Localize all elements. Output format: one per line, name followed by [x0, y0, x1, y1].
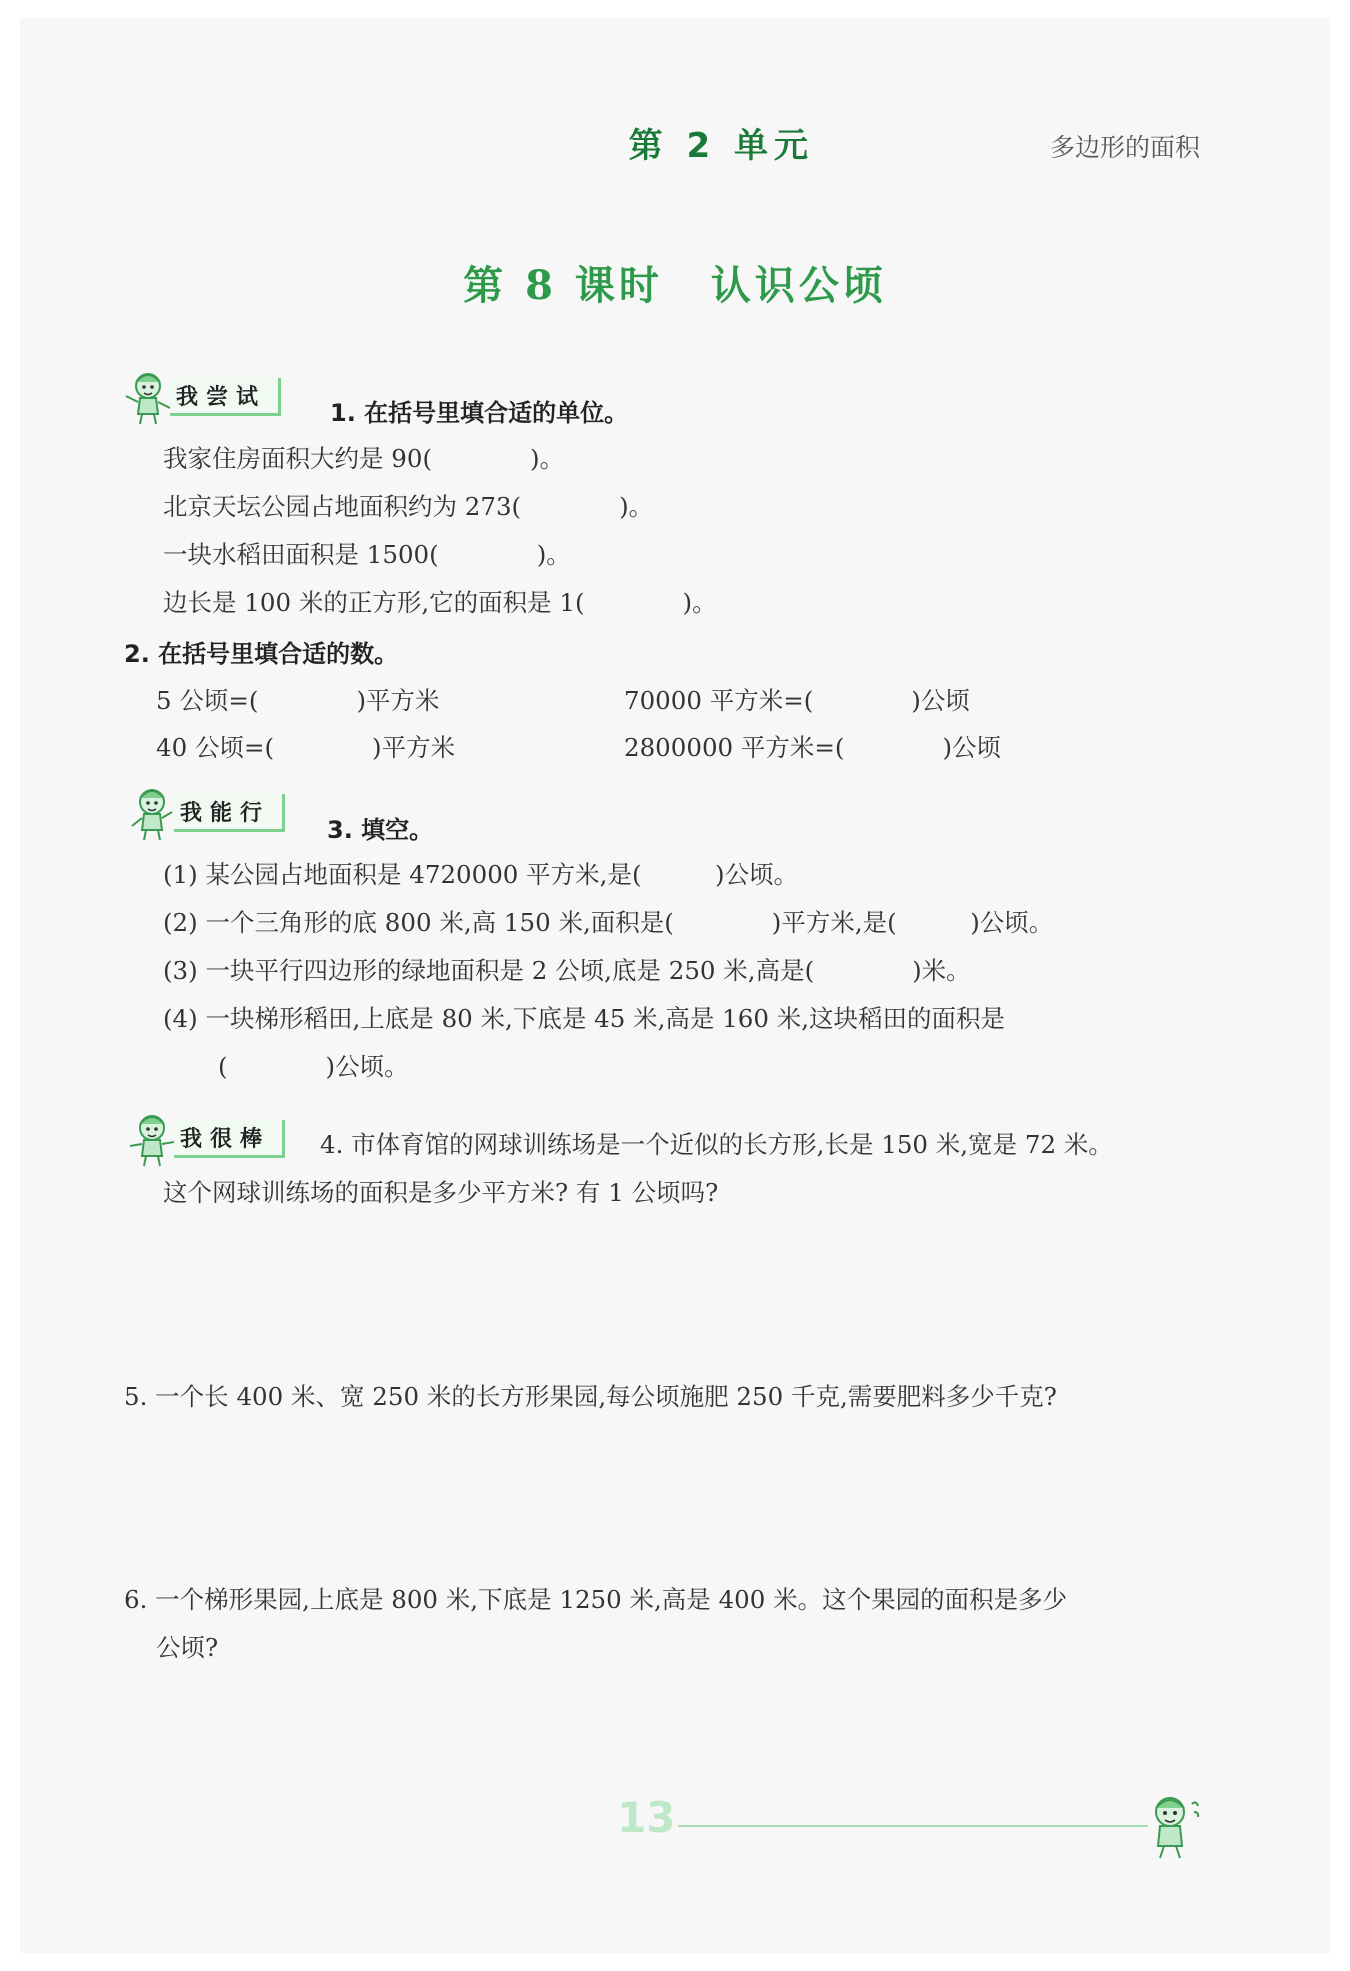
q2-item: 2800000 平方米=( )公顷: [624, 733, 1002, 762]
badge-label: 我能行: [174, 794, 285, 832]
q1-line: 边长是 100 米的正方形,它的面积是 1( )。: [163, 588, 717, 617]
footer-rule: [678, 1825, 1148, 1827]
badge-great: [126, 1110, 285, 1168]
q1-line: 一块水稻田面积是 1500( )。: [163, 540, 571, 569]
q2-item: 70000 平方米=( )公顷: [624, 686, 970, 715]
lesson-name: 认识公顷: [710, 262, 887, 309]
kid-mascot-icon: [126, 784, 178, 842]
q1-line: 北京天坛公园占地面积约为 273( )。: [163, 492, 654, 521]
q2-item: 40 公顷=( )平方米: [156, 733, 456, 762]
q3-line: (3) 一块平行四边形的绿地面积是 2 公顷,底是 250 米,高是( )米。: [163, 956, 971, 985]
q3-line: (4) 一块梯形稻田,上底是 80 米,下底是 45 米,高是 160 米,这块稻田的面积是: [163, 1004, 1005, 1033]
footer-mascot-icon: [1140, 1790, 1204, 1862]
kid-mascot-icon: [126, 1110, 178, 1168]
kid-mascot-icon: [122, 368, 174, 426]
q1-title: 1. 在括号里填合适的单位。: [330, 399, 629, 427]
unit-heading: [629, 118, 814, 167]
q6-line: 6. 一个梯形果园,上底是 800 米,下底是 1250 米,高是 400 米。这个果园的面积是多少: [124, 1585, 1068, 1614]
q4-line: 这个网球训练场的面积是多少平方米? 有 1 公顷吗?: [163, 1178, 719, 1207]
q2-title: 2. 在括号里填合适的数。: [124, 640, 399, 668]
lesson-number: 第 8 课时: [463, 262, 663, 309]
page-number: 13: [617, 1793, 676, 1842]
badge-can: [126, 784, 285, 842]
q3-title: 3. 填空。: [327, 816, 434, 844]
unit-label: 第 2 单元: [628, 126, 814, 166]
q3-line: (2) 一个三角形的底 800 米,高 150 米,面积是( )平方米,是( )公顷。: [163, 908, 1054, 937]
unit-subtitle: 多边形的面积: [1049, 133, 1200, 162]
q1-line: 我家住房面积大约是 90( )。: [163, 444, 565, 473]
badge-label: 我很棒: [174, 1120, 285, 1158]
lesson-title: [0, 254, 1350, 311]
q2-item: 5 公顷=( )平方米: [156, 686, 440, 715]
badge-label: 我尝试: [170, 378, 281, 416]
q3-line: (1) 某公园占地面积是 4720000 平方米,是( )公顷。: [163, 860, 799, 889]
q3-line: ( )公顷。: [218, 1052, 409, 1081]
q4-line: 4. 市体育馆的网球训练场是一个近似的长方形,长是 150 米,宽是 72 米。: [320, 1130, 1113, 1159]
q6-line: 公顷?: [156, 1633, 219, 1662]
q5-text: 5. 一个长 400 米、宽 250 米的长方形果园,每公顷施肥 250 千克,需要肥料多少千克?: [124, 1382, 1057, 1411]
badge-try: [122, 368, 281, 426]
